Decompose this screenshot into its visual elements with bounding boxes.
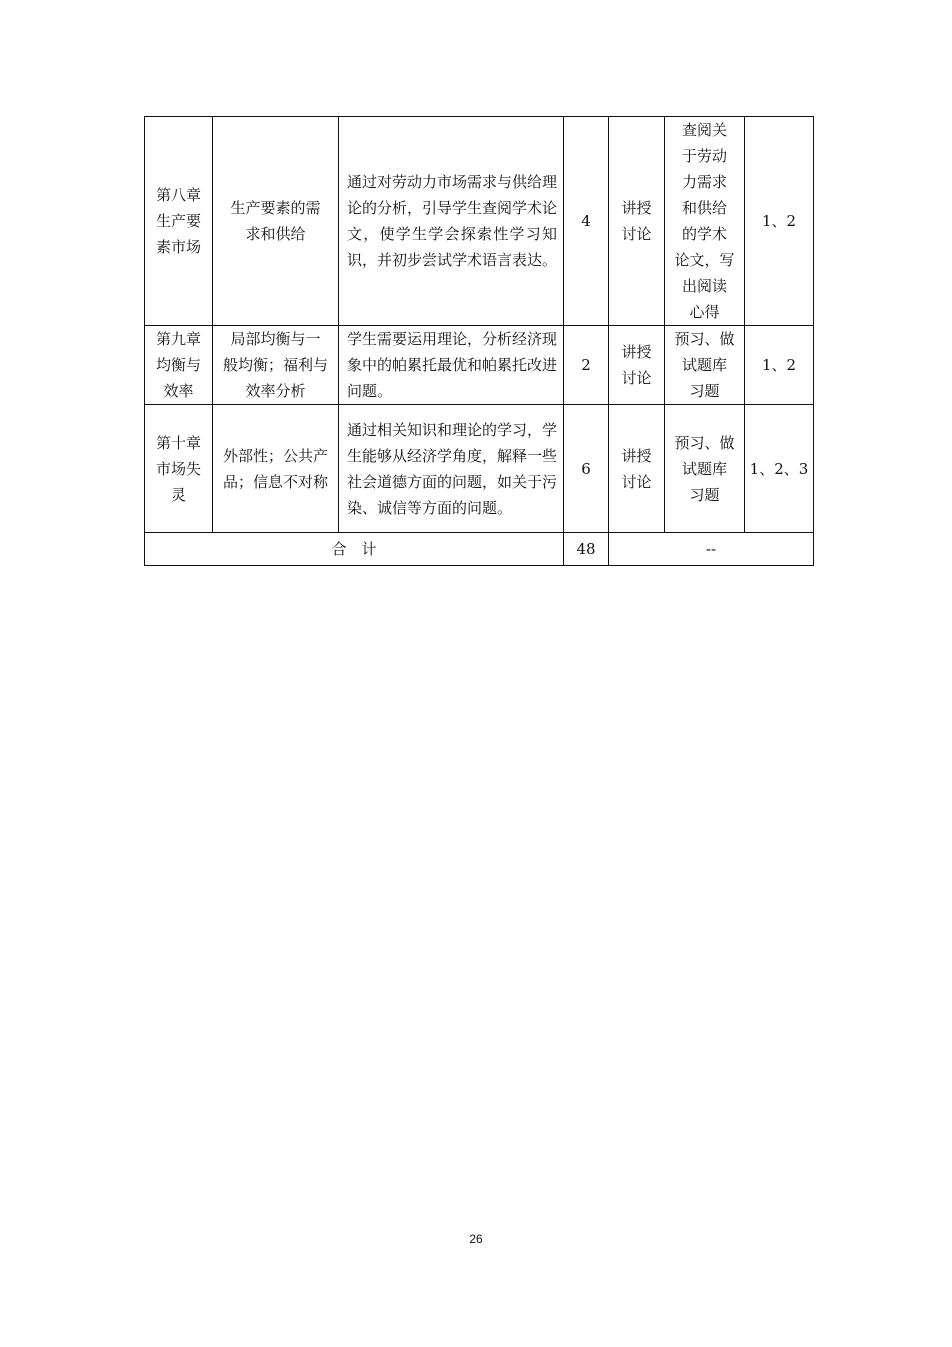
assignment-cell: 查阅关 于劳动 力需求 和供给 的学术 论文，写 出阅读 心得 [665, 117, 745, 326]
total-rest-cell: -- [609, 533, 814, 566]
assignment-cell: 预习、做 试题库 习题 [665, 326, 745, 405]
objective-cell: 学生需要运用理论，分析经济现象中的帕累托最优和帕累托改进问题。 [339, 326, 564, 405]
table-row [145, 326, 814, 405]
objective-cell: 通过对劳动力市场需求与供给理论的分析，引导学生查阅学术论文，使学生学会探索性学习知识，并初步尝试学术语言表达。 [339, 117, 564, 326]
chapter-cell: 第十章 市场失 灵 [145, 405, 213, 533]
hours-cell: 6 [564, 405, 609, 533]
chapter-cell: 第九章 均衡与 效率 [145, 326, 213, 405]
goals-cell: 1、2 [745, 117, 814, 326]
assignment-cell: 预习、做 试题库 习题 [665, 405, 745, 533]
topic-cell: 生产要素的需 求和供给 [213, 117, 339, 326]
hours-cell: 4 [564, 117, 609, 326]
syllabus-table [144, 116, 814, 566]
page-number: 26 [469, 1232, 483, 1246]
method-cell: 讲授 讨论 [609, 117, 665, 326]
total-label-cell: 合 计 [145, 533, 564, 566]
goals-cell: 1、2 [745, 326, 814, 405]
total-hours-cell: 48 [564, 533, 609, 566]
table-row [145, 405, 814, 533]
method-cell: 讲授 讨论 [609, 405, 665, 533]
goals-cell: 1、2、3 [745, 405, 814, 533]
topic-cell: 外部性；公共产 品；信息不对称 [213, 405, 339, 533]
total-row [145, 533, 814, 566]
method-cell: 讲授 讨论 [609, 326, 665, 405]
topic-cell: 局部均衡与一 般均衡；福利与 效率分析 [213, 326, 339, 405]
chapter-cell: 第八章 生产要 素市场 [145, 117, 213, 326]
table-row [145, 117, 814, 326]
hours-cell: 2 [564, 326, 609, 405]
objective-cell: 通过相关知识和理论的学习，学生能够从经济学角度，解释一些社会道德方面的问题，如关于污染、诚信等方面的问题。 [339, 405, 564, 533]
